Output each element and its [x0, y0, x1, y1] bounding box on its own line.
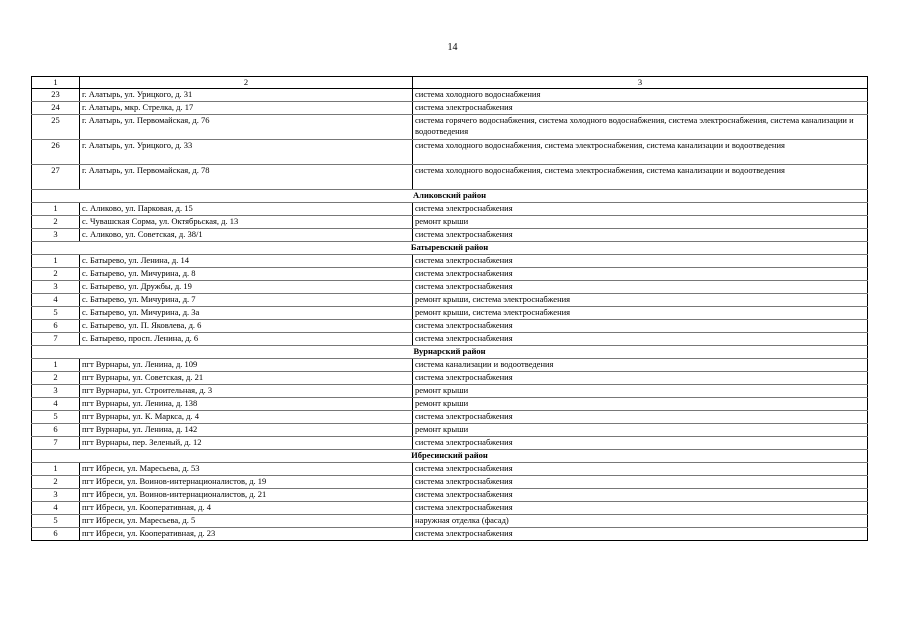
row-address: пгт Вурнары, ул. Строительная, д. 3	[80, 385, 413, 398]
table-row	[32, 216, 868, 229]
row-address: пгт Ибреси, ул. Кооперативная, д. 23	[80, 528, 413, 541]
table-row	[32, 294, 868, 307]
table-row	[32, 476, 868, 489]
column-header-works: 3	[413, 77, 868, 89]
row-works: система электроснабжения	[413, 437, 868, 450]
district-name: Батыревский район	[32, 242, 868, 255]
row-number: 1	[32, 255, 80, 268]
table-row	[32, 502, 868, 515]
column-header-number: 1	[32, 77, 80, 89]
row-number: 6	[32, 528, 80, 541]
table-row	[32, 411, 868, 424]
row-works: система электроснабжения	[413, 411, 868, 424]
row-works: ремонт крыши, система электроснабжения	[413, 294, 868, 307]
table-row	[32, 255, 868, 268]
row-number: 5	[32, 307, 80, 320]
row-number: 7	[32, 437, 80, 450]
row-address: с. Батырево, просп. Ленина, д. 6	[80, 333, 413, 346]
row-works: система горячего водоснабжения, система холодного водоснабжения, система электроснабжения, система канализации и водоотведения	[413, 115, 868, 140]
row-number: 27	[32, 165, 80, 190]
header-row	[32, 77, 868, 89]
row-address: пгт Ибреси, ул. Маресьева, д. 53	[80, 463, 413, 476]
row-works: ремонт крыши, система электроснабжения	[413, 307, 868, 320]
row-number: 5	[32, 515, 80, 528]
row-works: система электроснабжения	[413, 320, 868, 333]
row-address: г. Алатырь, мкр. Стрелка, д. 17	[80, 102, 413, 115]
column-header-address: 2	[80, 77, 413, 89]
row-works: система электроснабжения	[413, 502, 868, 515]
row-number: 2	[32, 372, 80, 385]
row-number: 3	[32, 489, 80, 502]
table-body	[32, 77, 868, 541]
row-number: 3	[32, 229, 80, 242]
row-address: пгт Вурнары, ул. Ленина, д. 109	[80, 359, 413, 372]
row-number: 3	[32, 385, 80, 398]
row-address: с. Чувашская Сорма, ул. Октябрьская, д. 13	[80, 216, 413, 229]
row-works: система электроснабжения	[413, 229, 868, 242]
district-header-row	[32, 450, 868, 463]
row-number: 23	[32, 89, 80, 102]
row-works: наружная отделка (фасад)	[413, 515, 868, 528]
row-works: система электроснабжения	[413, 255, 868, 268]
row-works: система холодного водоснабжения, система электроснабжения, система канализации и водоотведения	[413, 140, 868, 165]
row-number: 4	[32, 294, 80, 307]
row-address: пгт Ибреси, ул. Кооперативная, д. 4	[80, 502, 413, 515]
row-number: 2	[32, 476, 80, 489]
row-address: г. Алатырь, ул. Урицкого, д. 31	[80, 89, 413, 102]
table-row	[32, 140, 868, 165]
row-address: с. Аликово, ул. Советская, д. 38/1	[80, 229, 413, 242]
row-works: система электроснабжения	[413, 489, 868, 502]
table-row	[32, 489, 868, 502]
row-works: система холодного водоснабжения, система электроснабжения, система канализации и водоотведения	[413, 165, 868, 190]
row-address: пгт Вурнары, ул. Ленина, д. 138	[80, 398, 413, 411]
district-header-row	[32, 242, 868, 255]
table-row	[32, 165, 868, 190]
row-number: 6	[32, 424, 80, 437]
row-works: система холодного водоснабжения	[413, 89, 868, 102]
row-address: пгт Ибреси, ул. Маресьева, д. 5	[80, 515, 413, 528]
table-row	[32, 333, 868, 346]
row-works: система электроснабжения	[413, 372, 868, 385]
row-address: с. Батырево, ул. Ленина, д. 14	[80, 255, 413, 268]
row-works: система электроснабжения	[413, 268, 868, 281]
row-works: система электроснабжения	[413, 281, 868, 294]
row-number: 24	[32, 102, 80, 115]
table-row	[32, 320, 868, 333]
row-address: с. Аликово, ул. Парковая, д. 15	[80, 203, 413, 216]
table-row	[32, 102, 868, 115]
district-header-row	[32, 346, 868, 359]
row-address: г. Алатырь, ул. Первомайская, д. 76	[80, 115, 413, 140]
row-number: 1	[32, 203, 80, 216]
row-address: с. Батырево, ул. Мичурина, д. 8	[80, 268, 413, 281]
table-row	[32, 463, 868, 476]
row-address: пгт Ибреси, ул. Воинов-интернационалистов, д. 21	[80, 489, 413, 502]
row-number: 7	[32, 333, 80, 346]
table-row	[32, 281, 868, 294]
row-works: ремонт крыши	[413, 398, 868, 411]
row-number: 4	[32, 502, 80, 515]
row-works: система электроснабжения	[413, 476, 868, 489]
row-address: пгт Вурнары, ул. Советская, д. 21	[80, 372, 413, 385]
row-number: 26	[32, 140, 80, 165]
table-row	[32, 528, 868, 541]
district-name: Вурнарский район	[32, 346, 868, 359]
table-row	[32, 229, 868, 242]
table-row	[32, 89, 868, 102]
row-number: 5	[32, 411, 80, 424]
table-row	[32, 359, 868, 372]
row-number: 1	[32, 463, 80, 476]
row-works: система канализации и водоотведения	[413, 359, 868, 372]
row-address: с. Батырево, ул. Дружбы, д. 19	[80, 281, 413, 294]
table-row	[32, 424, 868, 437]
row-address: пгт Вурнары, пер. Зеленый, д. 12	[80, 437, 413, 450]
row-address: пгт Вурнары, ул. К. Маркса, д. 4	[80, 411, 413, 424]
row-number: 6	[32, 320, 80, 333]
row-works: система электроснабжения	[413, 333, 868, 346]
table-row	[32, 372, 868, 385]
table-row	[32, 437, 868, 450]
row-address: пгт Вурнары, ул. Ленина, д. 142	[80, 424, 413, 437]
row-number: 4	[32, 398, 80, 411]
table-row	[32, 307, 868, 320]
table-row	[32, 115, 868, 140]
row-address: с. Батырево, ул. Мичурина, д. 7	[80, 294, 413, 307]
row-number: 25	[32, 115, 80, 140]
table-row	[32, 398, 868, 411]
table-row	[32, 203, 868, 216]
row-works: система электроснабжения	[413, 102, 868, 115]
row-works: ремонт крыши	[413, 424, 868, 437]
table-row	[32, 268, 868, 281]
row-works: ремонт крыши	[413, 216, 868, 229]
row-address: с. Батырево, ул. Мичурина, д. 3а	[80, 307, 413, 320]
page-number: 14	[447, 42, 458, 53]
district-header-row	[32, 190, 868, 203]
row-number: 1	[32, 359, 80, 372]
row-address: пгт Ибреси, ул. Воинов-интернационалистов, д. 19	[80, 476, 413, 489]
row-number: 2	[32, 216, 80, 229]
row-address: с. Батырево, ул. П. Яковлева, д. 6	[80, 320, 413, 333]
row-number: 3	[32, 281, 80, 294]
table-row	[32, 515, 868, 528]
row-works: система электроснабжения	[413, 463, 868, 476]
works-table	[31, 76, 868, 541]
table-row	[32, 385, 868, 398]
row-number: 2	[32, 268, 80, 281]
district-name: Ибресинский район	[32, 450, 868, 463]
row-works: ремонт крыши	[413, 385, 868, 398]
row-works: система электроснабжения	[413, 528, 868, 541]
row-works: система электроснабжения	[413, 203, 868, 216]
district-name: Аликовский район	[32, 190, 868, 203]
row-address: г. Алатырь, ул. Первомайская, д. 78	[80, 165, 413, 190]
row-address: г. Алатырь, ул. Урицкого, д. 33	[80, 140, 413, 165]
